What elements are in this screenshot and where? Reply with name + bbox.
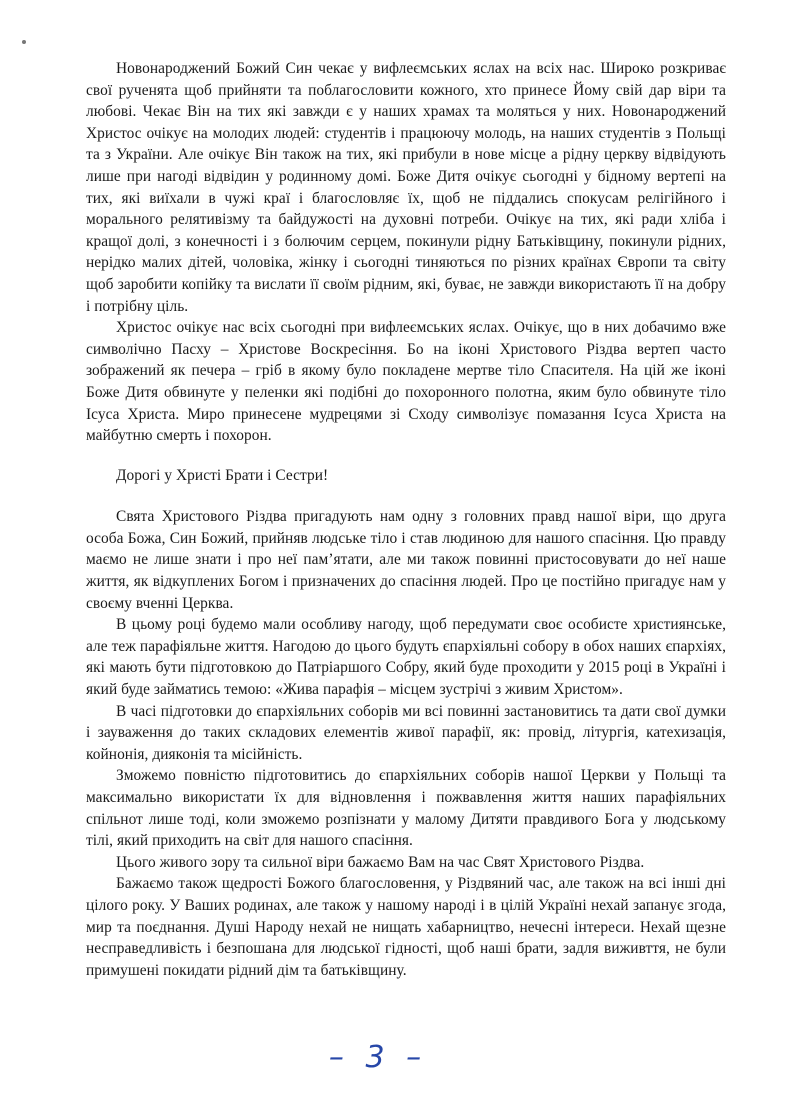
paragraph: Зможемо повністю підготовитись до єпархіяльних соборів нашої Церкви у Польщі та максимально використати їх для відновлення і пожвавлення життя наших парафіяльних спільнот лише тоді, коли зможемо розпізнати у малому Дитяти правдивого Бога у людському тілі, який приходить на світ для нашого спасіння. [86, 767, 726, 850]
document-body [86, 58, 726, 981]
paragraph: Новонароджений Божий Син чекає у вифлеємських яслах на всіх нас. Широко розкриває свої рученята щоб прийняти та поблагословити кожного, хто принесе Йому свій дар віри та любові. Чекає Він на тих які завжди є у наших храмах та моляться у них. Новонароджений Христос очікує на молодих людей: студентів і працюючу молодь, на наших студентів з Польщі та з України. Але очікує Він також на тих, які прибули в нове місце а рідну церкву відвідують лише при нагоді відвідин у родинному домі. Боже Дитя очікує сьогодні у бідному вертепі на тих, які виїхали в чужі краї і благословляє їх, щоб не піддались спокусам релігійного і морального релятивізму та байдужості на духовні потреби. Очікує на тих, які ради хліба і кращої долі, з конечності і з болючим серцем, покинули рідну Батьківщину, покинули рідних, нерідко малих дітей, чоловіка, жінку і сьогодні тиняються по різних країнах Європи та світу щоб заробити копійку та вислати її своїм рідним, які, буває, не завжди використають її на добру і потрібну ціль. [86, 60, 726, 315]
scan-speck [22, 40, 26, 44]
paragraph: Бажаємо також щедрості Божого благословення, у Різдвяний час, але також на всі інші дні цілого року. У Ваших родинах, але також у нашому народі і в цілій Україні нехай запанує згода, мир та поєднання. Душі Народу нехай не нищать хабарництво, нечесні інтереси. Нехай щезне несправедливість і безпошана для людської гідності, щоб наші брати, задля виживття, не були примушені покидати рідний дім та батьківщину. [86, 875, 726, 979]
greeting: Дорогі у Христі Брати і Сестри! [116, 466, 329, 484]
paragraph: Свята Христового Різдва пригадують нам одну з головних правд нашої віри, що друга особа Божа, Син Божий, прийняв людське тіло і став людиною для нашого спасіння. Цю правду маємо не лише знати і про неї пам’ятати, але ми також повинні пристосовувати до неї наше життя, як відкуплених Богом і призначених до спасіння людей. Про це постійно пригадує нам у своєму вченні Церква. [86, 508, 726, 612]
page-number: – 3 – [328, 1040, 428, 1075]
paragraph: В часі підготовки до єпархіяльних соборів ми всі повинні застановитись та дати свої думки і зауваження до таких складових елементів живої парафії, як: провід, літургія, катехизація, койнонія, дияконія та місійність. [86, 702, 726, 763]
paragraph: Цього живого зору та сильної віри бажаємо Вам на час Свят Христового Різдва. [116, 853, 645, 871]
paragraph: Христос очікує нас всіх сьогодні при вифлеємських яслах. Очікує, що в них добачимо вже символічно Пасху – Христове Воскресіння. Бо на іконі Христового Різдва вертеп часто зображений як печера – гріб в якому було покладене мертве тіло Спасителя. На цій же іконі Боже Дитя обвинуте у пеленки які подібні до похоронного полотна, яким було обвинуте тіло Ісуса Христа. Миро принесене мудрецями зі Сходу символізує помазання Ісуса Христа на майбутню смерть і похорон. [86, 319, 726, 445]
paragraph: В цьому році будемо мали особливу нагоду, щоб передумати своє особисте християнське, але теж парафіяльне життя. Нагодою до цього будуть єпархіяльні собору в обох наших єпархіях, які мають бути підготовкою до Патріаршого Собру, який буде проходити у 2015 році в Україні і який буде займатись темою: «Жива парафія – місцем зустрічі з живим Христом». [86, 616, 726, 699]
